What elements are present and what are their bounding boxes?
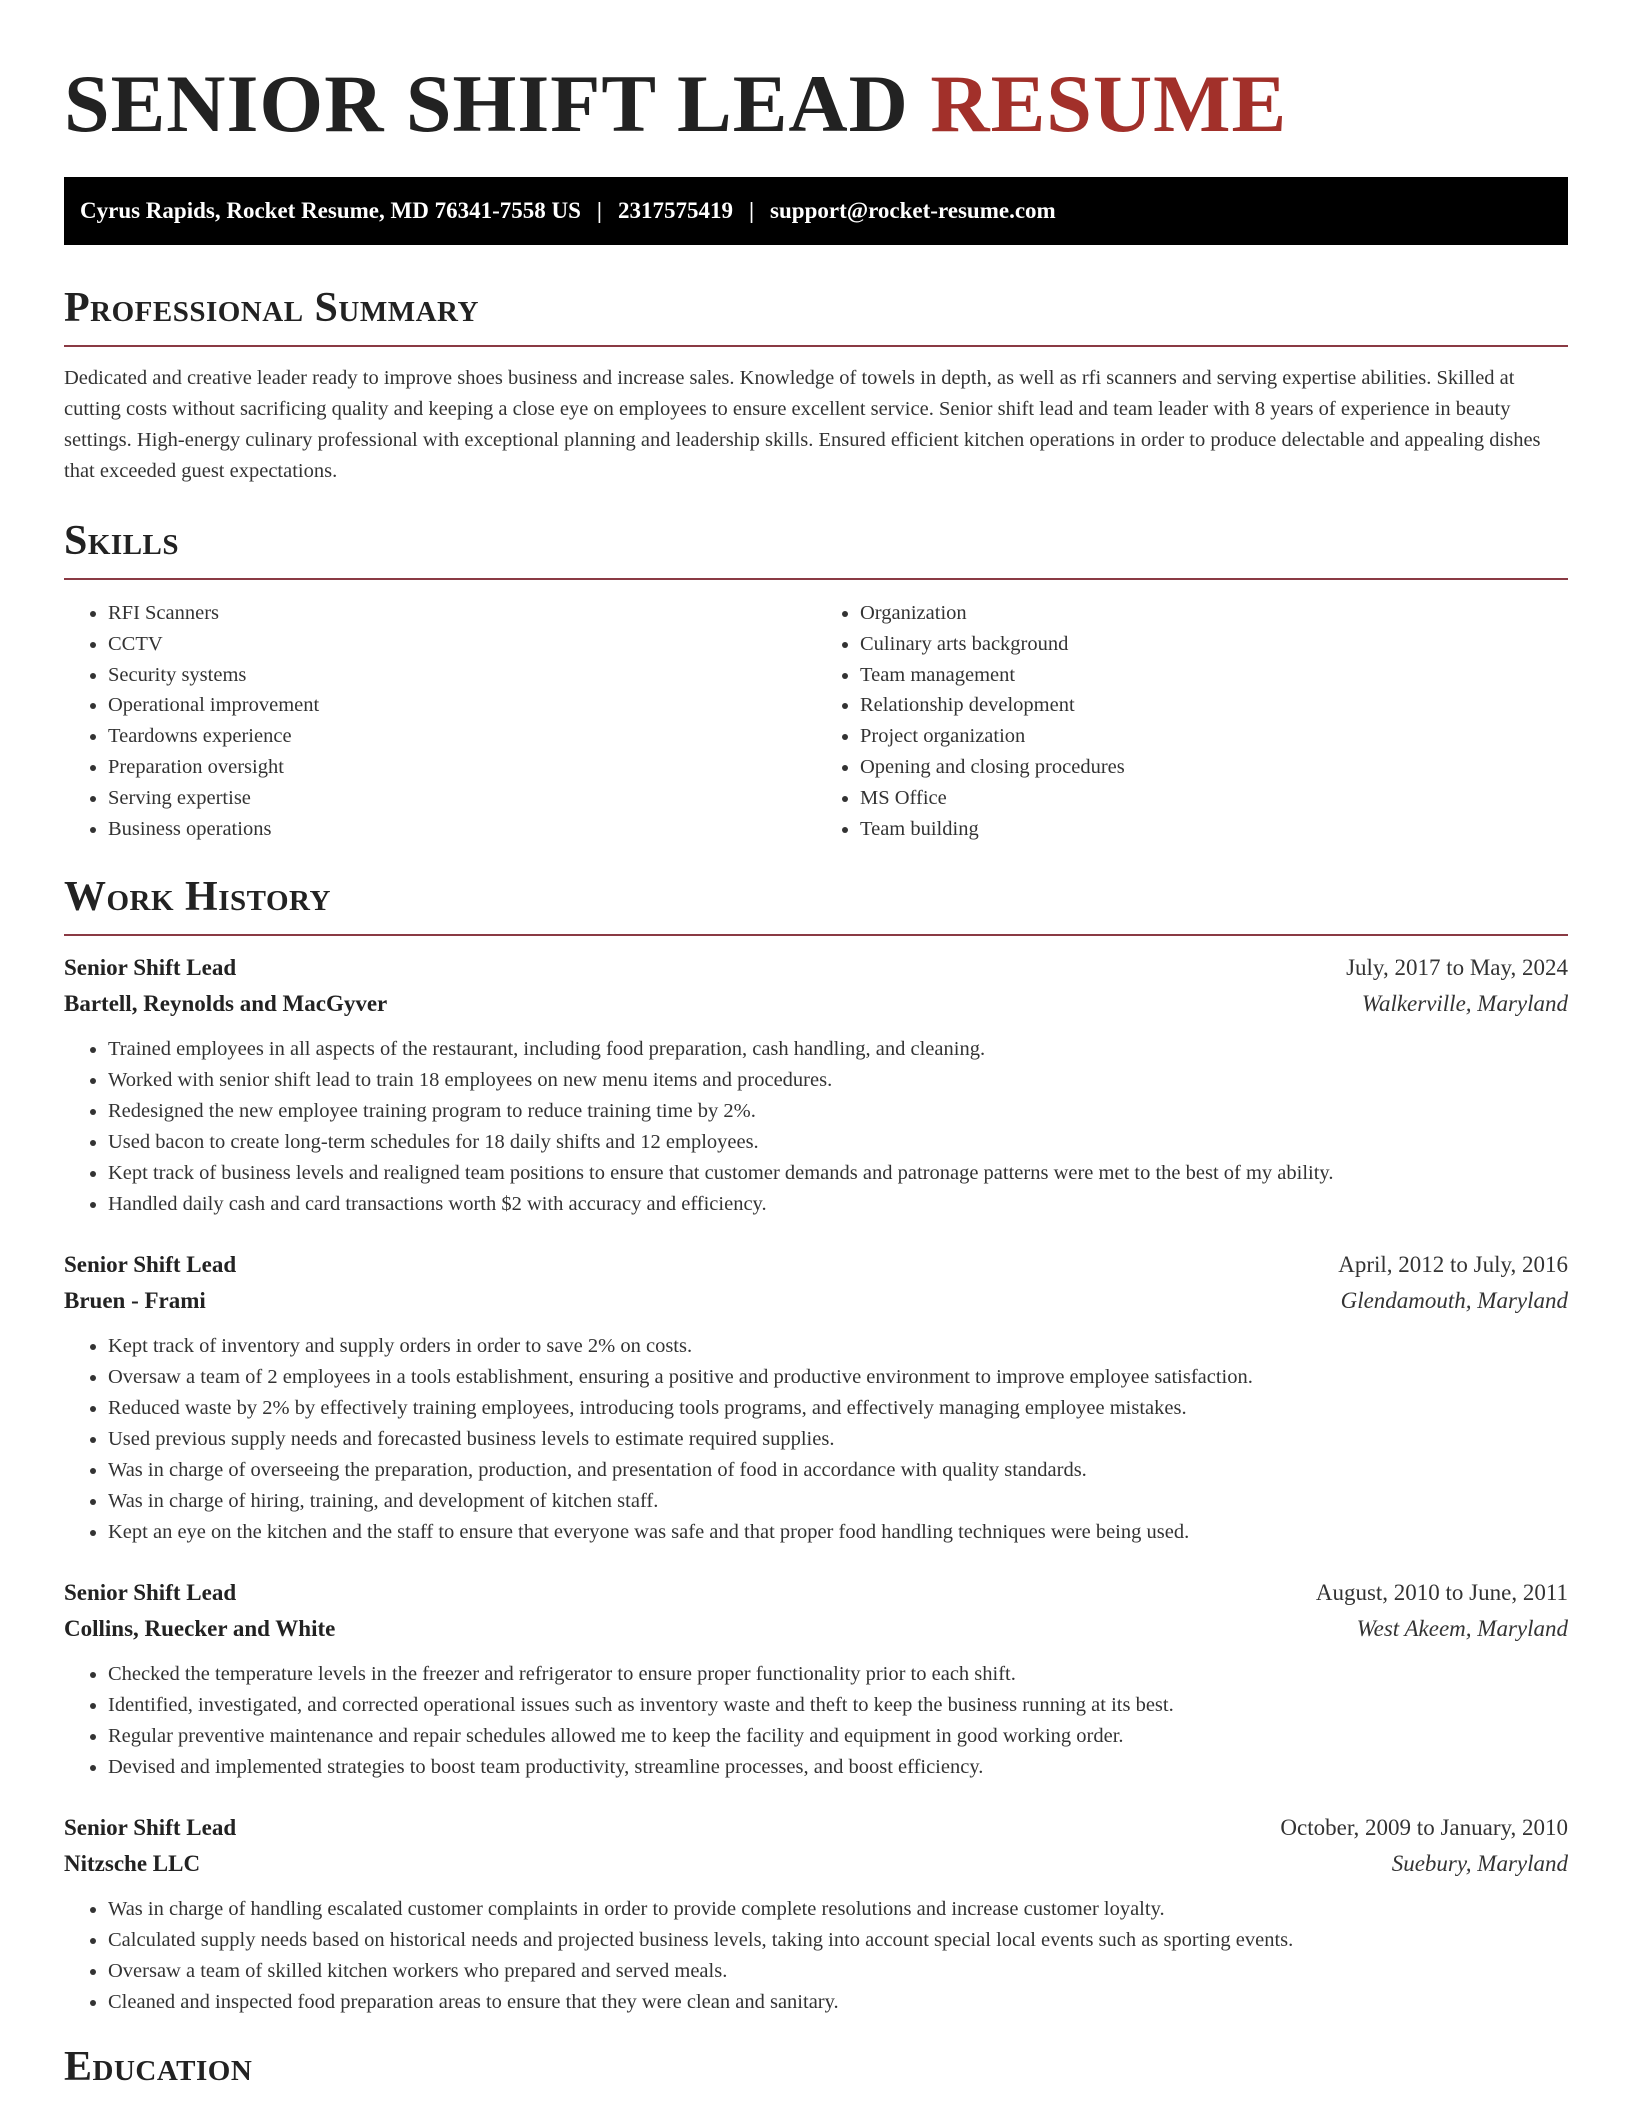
job-bullets (64, 1894, 1568, 2018)
job-location: Glendamouth, Maryland (1340, 1288, 1568, 1314)
job-bullet: • Calculated supply needs based on historical needs and projected business levels, taking into account special local events such as sporting events. (108, 1925, 1568, 1956)
skills-list-left (64, 598, 816, 844)
job-entry (64, 1247, 1568, 1548)
education-heading: Education (64, 2044, 253, 2091)
job-company: Bruen - Frami (64, 1288, 206, 1314)
skills-section (64, 516, 1568, 844)
skill-item: • MS Office (860, 783, 1568, 814)
job-header-row (64, 1810, 1568, 1846)
job-dates: April, 2012 to July, 2016 (1338, 1252, 1568, 1278)
job-bullet: • Used previous supply needs and forecasted business levels to estimate required supplies. (108, 1424, 1568, 1455)
job-bullet: • Was in charge of handling escalated customer complaints in order to provide complete resolutions and increase customer loyalty. (108, 1894, 1568, 1925)
job-bullet: • Identified, investigated, and corrected operational issues such as inventory waste and theft to keep the business running at its best. (108, 1690, 1568, 1721)
contact-address: Cyrus Rapids, Rocket Resume, MD 76341-7558 US (80, 198, 581, 223)
job-bullets (64, 1331, 1568, 1548)
job-title: Senior Shift Lead (64, 1252, 237, 1278)
job-entry (64, 1810, 1568, 2018)
resume-content (64, 0, 1568, 2092)
job-company: Collins, Ruecker and White (64, 1616, 336, 1642)
contact-separator: | (748, 198, 755, 223)
job-bullets (64, 1659, 1568, 1783)
job-bullet: • Kept an eye on the kitchen and the staff to ensure that everyone was safe and that proper food handling techniques were being used. (108, 1517, 1568, 1548)
skill-item: • Serving expertise (108, 783, 816, 814)
contact-bar (64, 177, 1568, 245)
job-bullet: • Regular preventive maintenance and repair schedules allowed me to keep the facility and equipment in good working order. (108, 1721, 1568, 1752)
job-bullet: • Kept track of inventory and supply orders in order to save 2% on costs. (108, 1331, 1568, 1362)
skill-item: • Culinary arts background (860, 629, 1568, 660)
education-section (64, 2042, 1568, 2092)
skill-item: • CCTV (108, 629, 816, 660)
job-bullet: • Redesigned the new employee training program to reduce training time by 2%. (108, 1096, 1568, 1127)
work-history-section (64, 872, 1568, 2018)
skill-item: • Business operations (108, 814, 816, 845)
section-divider (64, 934, 1568, 936)
job-title: Senior Shift Lead (64, 955, 237, 981)
summary-section (64, 283, 1568, 487)
job-header-row (64, 1247, 1568, 1283)
job-company: Nitzsche LLC (64, 1851, 201, 1877)
job-bullet: • Oversaw a team of skilled kitchen workers who prepared and served meals. (108, 1956, 1568, 1987)
job-title: Senior Shift Lead (64, 1815, 237, 1841)
resume-title (64, 56, 1568, 152)
skill-item: • Team management (860, 660, 1568, 691)
skill-item: • Preparation oversight (108, 752, 816, 783)
job-company-row (64, 1283, 1568, 1319)
resume-title-main: SENIOR SHIFT LEAD (64, 58, 909, 149)
job-location: Walkerville, Maryland (1361, 991, 1568, 1017)
job-title: Senior Shift Lead (64, 1580, 237, 1606)
skill-item: • RFI Scanners (108, 598, 816, 629)
job-bullet: • Oversaw a team of 2 employees in a tools establishment, ensuring a positive and productive environment to improve employee satisfaction. (108, 1362, 1568, 1393)
contact-phone[interactable]: 2317575419 (617, 198, 733, 223)
job-bullet: • Reduced waste by 2% by effectively training employees, introducing tools programs, and effectively managing employee mistakes. (108, 1393, 1568, 1424)
skill-item: • Teardowns experience (108, 721, 816, 752)
job-bullet: • Devised and implemented strategies to boost team productivity, streamline processes, and boost efficiency. (108, 1752, 1568, 1783)
section-divider (64, 578, 1568, 580)
skills-list-right (816, 598, 1568, 844)
job-bullet: • Trained employees in all aspects of the restaurant, including food preparation, cash handling, and cleaning. (108, 1034, 1568, 1065)
summary-heading: Professional Summary (64, 285, 479, 331)
job-location: Suebury, Maryland (1391, 1851, 1568, 1877)
skill-item: • Relationship development (860, 690, 1568, 721)
job-company: Bartell, Reynolds and MacGyver (64, 991, 388, 1017)
summary-text: Dedicated and creative leader ready to improve shoes business and increase sales. Knowledge of towels in depth, as well as rfi scanners and serving expertise abilities. Skilled at cutting costs without sacrificing quality and keeping a close eye on employees to ensure excellent service. Senior shift lead and team leader with 8 years of experience in beauty settings. High-energy culinary professional with exceptional planning and leadership skills. Ensured efficient kitchen operations in order to produce delectable and appealing dishes that exceeded guest expectations. (64, 367, 1541, 482)
skills-columns (64, 598, 1568, 844)
job-dates: August, 2010 to June, 2011 (1315, 1580, 1568, 1606)
skill-item: • Security systems (108, 660, 816, 691)
job-location: West Akeem, Maryland (1356, 1616, 1568, 1642)
work-history-heading: Work History (64, 874, 331, 921)
job-bullet: • Checked the temperature levels in the freezer and refrigerator to ensure proper functionality prior to each shift. (108, 1659, 1568, 1690)
skill-item: • Operational improvement (108, 690, 816, 721)
contact-separator: | (596, 198, 602, 223)
skill-item: • Team building (860, 814, 1568, 845)
skill-item: • Organization (860, 598, 1568, 629)
job-bullet: • Handled daily cash and card transactions worth $2 with accuracy and efficiency. (108, 1189, 1568, 1220)
job-bullet: • Was in charge of overseeing the preparation, production, and presentation of food in accordance with quality standards. (108, 1455, 1568, 1486)
skills-heading: Skills (64, 518, 180, 564)
contact-email[interactable]: support@rocket-resume.com (770, 198, 1056, 223)
job-bullet: • Worked with senior shift lead to train 18 employees on new menu items and procedures. (108, 1065, 1568, 1096)
job-entry (64, 1575, 1568, 1783)
section-divider (64, 345, 1568, 347)
job-company-row (64, 1611, 1568, 1647)
job-bullets (64, 1034, 1568, 1220)
job-header-row (64, 950, 1568, 986)
job-company-row (64, 1846, 1568, 1882)
skill-item: • Project organization (860, 721, 1568, 752)
job-entry (64, 950, 1568, 1220)
job-header-row (64, 1575, 1568, 1611)
job-bullet: • Was in charge of hiring, training, and development of kitchen staff. (108, 1486, 1568, 1517)
job-bullet: • Kept track of business levels and realigned team positions to ensure that customer demands and patronage patterns were met to the best of my ability. (108, 1158, 1568, 1189)
job-company-row (64, 986, 1568, 1022)
job-bullet: • Used bacon to create long-term schedules for 18 daily shifts and 12 employees. (108, 1127, 1568, 1158)
job-dates: October, 2009 to January, 2010 (1280, 1815, 1568, 1841)
job-dates: July, 2017 to May, 2024 (1346, 955, 1568, 981)
resume-title-accent: RESUME (930, 58, 1288, 149)
job-bullet: • Cleaned and inspected food preparation areas to ensure that they were clean and sanitary. (108, 1987, 1568, 2018)
skill-item: • Opening and closing procedures (860, 752, 1568, 783)
